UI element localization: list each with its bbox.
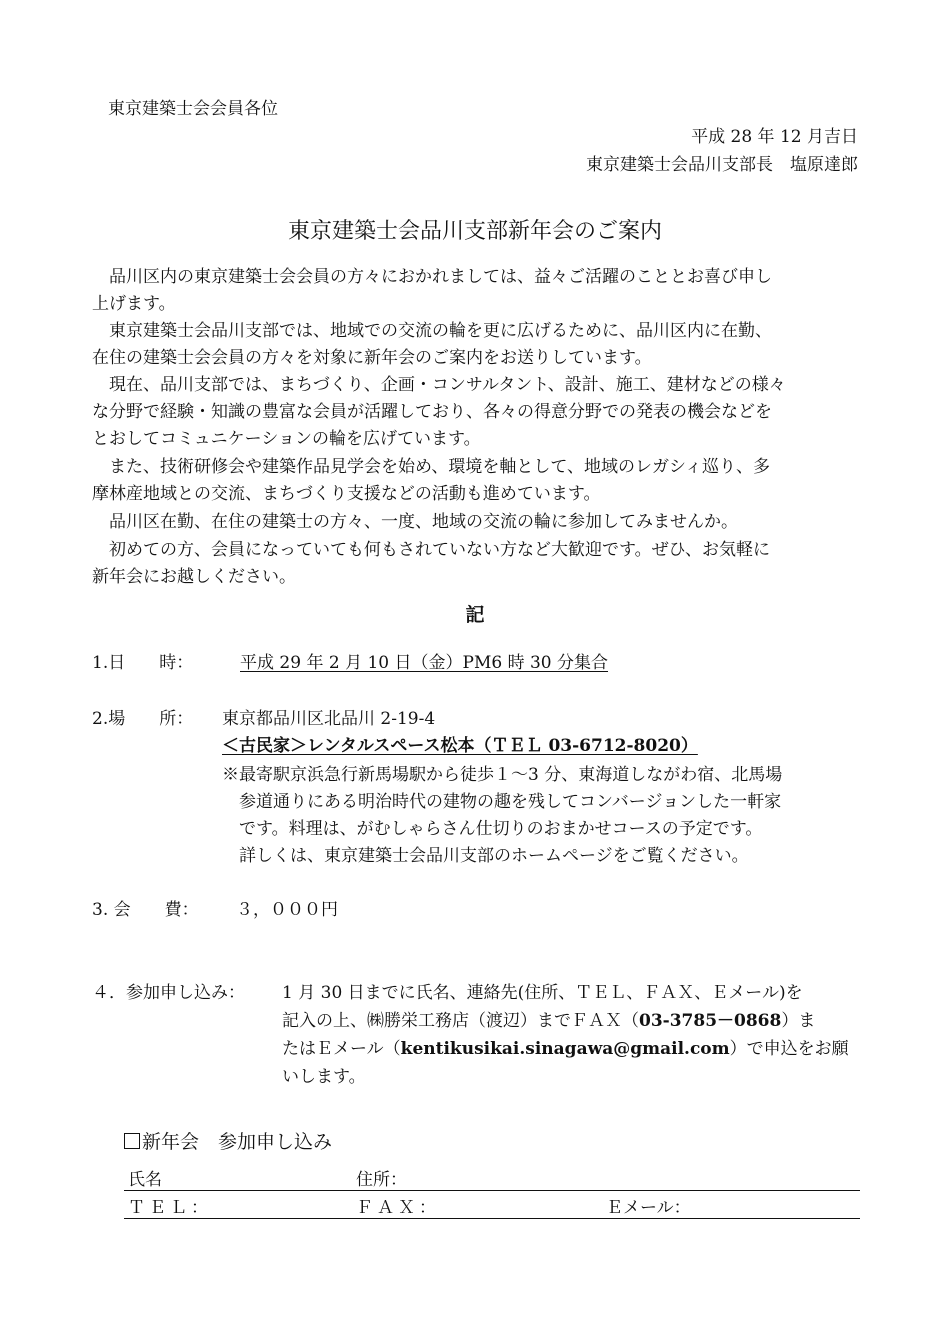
date-label: 1.日 時： bbox=[92, 653, 194, 673]
name-label: 氏名 bbox=[128, 1170, 162, 1190]
body-line: また、技術研修会や建築作品見学会を始め、環境を軸として、地域のレガシィ巡り、多 bbox=[92, 457, 770, 477]
venue-name: ＜古民家＞レンタルスペース松本（ＴＥＬ 03-6712-8020） bbox=[222, 736, 698, 756]
issue-date: 平成 28 年 12 月吉日 bbox=[691, 127, 858, 147]
place-note-line: 詳しくは、東京建築士会品川支部のホームページをご覧ください。 bbox=[222, 846, 749, 866]
body-line: 品川区在勤、在住の建築士の方々、一度、地域の交流の輪に参加してみませんか。 bbox=[92, 512, 738, 532]
fax-number: 03-3785－0868 bbox=[639, 1011, 782, 1031]
place-label: 2.場 所： bbox=[92, 709, 194, 729]
form-heading-text: 新年会 参加申し込み bbox=[142, 1131, 333, 1153]
sender: 東京建築士会品川支部長 塩原達郎 bbox=[586, 155, 858, 175]
tel-label: ＴＥＬ： bbox=[128, 1198, 212, 1218]
form-row-contact bbox=[124, 1194, 860, 1219]
date-value: 平成 29 年 2 月 10 日（金）PM6 時 30 分集合 bbox=[240, 653, 609, 673]
fax-label: ＦＡＸ： bbox=[356, 1198, 440, 1218]
body-line: 初めての方、会員になっていても何もされていない方など大歓迎です。ぜひ、お気軽に bbox=[92, 540, 770, 560]
apply-line-text: たはＥメール（ bbox=[282, 1039, 401, 1059]
form-heading bbox=[124, 1127, 332, 1154]
body-line: とおしてコミュニケーションの輪を広げています。 bbox=[92, 429, 481, 449]
form-row-name bbox=[124, 1166, 860, 1191]
place-note-line: 参道通りにある明治時代の建物の趣を残してコンバージョンした一軒家 bbox=[222, 792, 782, 812]
email-address[interactable]: kentikusikai.sinagawa@gmail.com bbox=[400, 1039, 730, 1059]
body-line: 品川区内の東京建築士会会員の方々におかれましては、益々ご活躍のこととお喜び申し bbox=[92, 267, 772, 287]
body-line: 在住の建築士会会員の方々を対象に新年会のご案内をお送りしています。 bbox=[92, 348, 652, 368]
apply-line-text: ）ま bbox=[781, 1011, 816, 1031]
body-line: 東京建築士会品川支部では、地域での交流の輪を更に広げるために、品川区内に在勤、 bbox=[92, 321, 772, 341]
apply-line bbox=[282, 1034, 849, 1059]
apply-line: いします。 bbox=[282, 1067, 366, 1087]
apply-line-text: ）で申込をお願 bbox=[729, 1039, 849, 1059]
place-note-line: ※最寄駅京浜急行新馬場駅から徒歩１～3 分、東海道しながわ宿、北馬場 bbox=[222, 765, 783, 785]
body-line: 新年会にお越しください。 bbox=[92, 567, 296, 587]
body-line: 上げます。 bbox=[92, 294, 176, 314]
apply-line bbox=[282, 1006, 815, 1031]
email-label: Ｅメール： bbox=[606, 1198, 691, 1218]
body-line: 現在、品川支部では、まちづくり、企画・コンサルタント、設計、施工、建材などの様々 bbox=[92, 375, 786, 395]
apply-line: 1 月 30 日までに氏名、連絡先(住所、ＴＥＬ、ＦＡＸ、Ｅメール)を bbox=[282, 983, 803, 1003]
checkbox-icon[interactable] bbox=[124, 1133, 140, 1149]
ki-heading: 記 bbox=[465, 604, 485, 626]
place-address: 東京都品川区北品川 2-19-4 bbox=[222, 709, 436, 729]
body-line: 摩林産地域との交流、まちづくり支援などの活動も進めています。 bbox=[92, 484, 601, 504]
apply-line-text: 記入の上、㈱勝栄工務店（渡辺）までＦＡＸ（ bbox=[282, 1011, 639, 1031]
body-line: な分野で経験・知識の豊富な会員が活躍しており、各々の得意分野での発表の機会などを bbox=[92, 402, 772, 422]
page-title: 東京建築士会品川支部新年会のご案内 bbox=[287, 219, 662, 244]
fee-value: ３，０００円 bbox=[236, 900, 338, 920]
addressee: 東京建築士会会員各位 bbox=[108, 99, 278, 119]
place-note-line: です。料理は、がむしゃらさん仕切りのおまかせコースの予定です。 bbox=[222, 819, 763, 839]
fee-label: 3. 会 費： bbox=[92, 900, 199, 920]
address-label: 住所： bbox=[356, 1170, 407, 1190]
apply-label: ４．参加申し込み： bbox=[92, 983, 245, 1003]
